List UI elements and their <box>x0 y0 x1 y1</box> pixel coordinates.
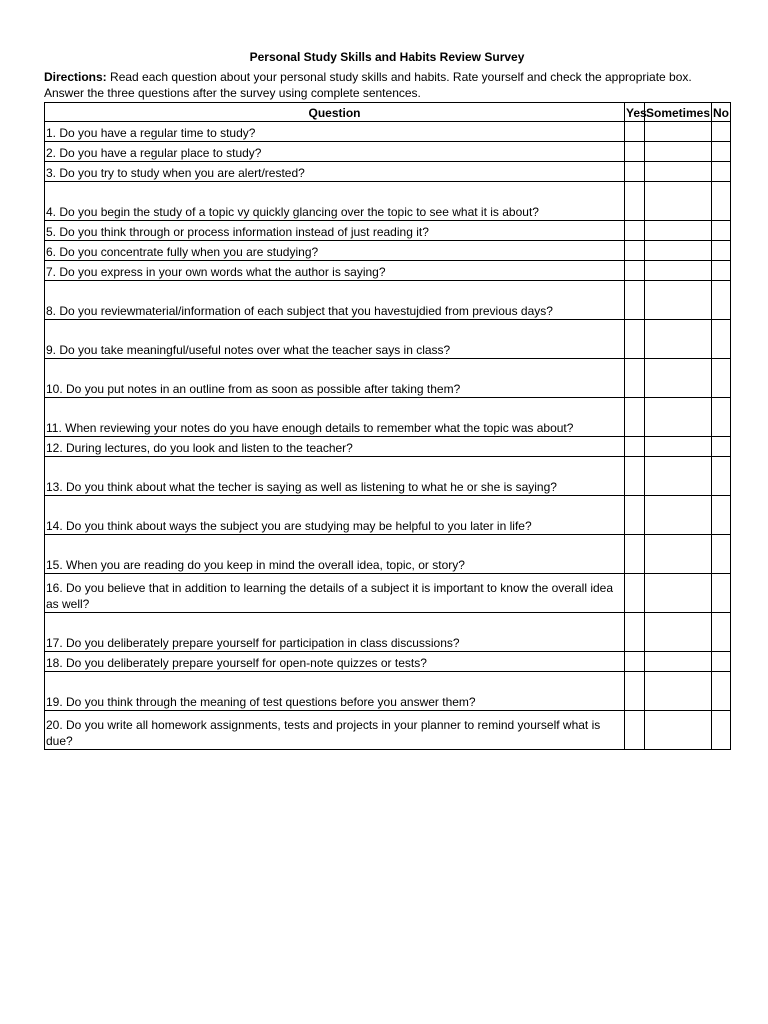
yes-cell-16[interactable] <box>625 574 645 613</box>
sometimes-cell-6[interactable] <box>645 241 712 261</box>
table-row <box>45 652 731 672</box>
header-yes: Yes <box>625 103 645 122</box>
table-row <box>45 613 731 652</box>
header-question: Question <box>45 103 625 122</box>
sometimes-cell-10[interactable] <box>645 359 712 398</box>
no-cell-12[interactable] <box>712 437 731 457</box>
question-4: 4. Do you begin the study of a topic vy quickly glancing over the topic to see what it is about? <box>45 182 625 221</box>
header-no: No <box>712 103 731 122</box>
sometimes-cell-13[interactable] <box>645 457 712 496</box>
no-cell-5[interactable] <box>712 221 731 241</box>
no-cell-8[interactable] <box>712 281 731 320</box>
no-cell-1[interactable] <box>712 122 731 142</box>
yes-cell-14[interactable] <box>625 496 645 535</box>
sometimes-cell-8[interactable] <box>645 281 712 320</box>
question-3: 3. Do you try to study when you are alert/rested? <box>45 162 625 182</box>
question-14: 14. Do you think about ways the subject you are studying may be helpful to you later in life? <box>45 496 625 535</box>
question-6: 6. Do you concentrate fully when you are studying? <box>45 241 625 261</box>
table-row <box>45 574 731 613</box>
yes-cell-15[interactable] <box>625 535 645 574</box>
table-row <box>45 221 731 241</box>
no-cell-15[interactable] <box>712 535 731 574</box>
no-cell-16[interactable] <box>712 574 731 613</box>
no-cell-2[interactable] <box>712 142 731 162</box>
table-row <box>45 182 731 221</box>
yes-cell-17[interactable] <box>625 613 645 652</box>
table-row <box>45 535 731 574</box>
no-cell-7[interactable] <box>712 261 731 281</box>
no-cell-18[interactable] <box>712 652 731 672</box>
table-row <box>45 457 731 496</box>
sometimes-cell-17[interactable] <box>645 613 712 652</box>
no-cell-20[interactable] <box>712 711 731 750</box>
no-cell-11[interactable] <box>712 398 731 437</box>
yes-cell-9[interactable] <box>625 320 645 359</box>
sometimes-cell-3[interactable] <box>645 162 712 182</box>
no-cell-10[interactable] <box>712 359 731 398</box>
page-title: Personal Study Skills and Habits Review Survey <box>249 50 525 64</box>
no-cell-13[interactable] <box>712 457 731 496</box>
table-row <box>45 320 731 359</box>
question-9: 9. Do you take meaningful/useful notes over what the teacher says in class? <box>45 320 625 359</box>
yes-cell-11[interactable] <box>625 398 645 437</box>
no-cell-6[interactable] <box>712 241 731 261</box>
sometimes-cell-18[interactable] <box>645 652 712 672</box>
sometimes-cell-16[interactable] <box>645 574 712 613</box>
question-8: 8. Do you reviewmaterial/information of each subject that you havestujdied from previous days? <box>45 281 625 320</box>
sometimes-cell-1[interactable] <box>645 122 712 142</box>
question-1: 1. Do you have a regular time to study? <box>45 122 625 142</box>
sometimes-cell-12[interactable] <box>645 437 712 457</box>
question-20: 20. Do you write all homework assignments, tests and projects in your planner to remind yourself what is due? <box>45 711 625 750</box>
table-row <box>45 261 731 281</box>
sometimes-cell-5[interactable] <box>645 221 712 241</box>
no-cell-3[interactable] <box>712 162 731 182</box>
table-row <box>45 122 731 142</box>
question-19: 19. Do you think through the meaning of test questions before you answer them? <box>45 672 625 711</box>
sometimes-cell-11[interactable] <box>645 398 712 437</box>
yes-cell-4[interactable] <box>625 182 645 221</box>
sometimes-cell-19[interactable] <box>645 672 712 711</box>
directions-line-1: Read each question about your personal study skills and habits. Rate yourself and check the appropriate box. <box>110 70 692 84</box>
directions-line-2: Answer the three questions after the survey using complete sentences. <box>44 86 421 100</box>
survey-page <box>44 48 730 750</box>
yes-cell-5[interactable] <box>625 221 645 241</box>
yes-cell-20[interactable] <box>625 711 645 750</box>
yes-cell-19[interactable] <box>625 672 645 711</box>
question-5: 5. Do you think through or process information instead of just reading it? <box>45 221 625 241</box>
table-row <box>45 162 731 182</box>
sometimes-cell-7[interactable] <box>645 261 712 281</box>
question-10: 10. Do you put notes in an outline from as soon as possible after taking them? <box>45 359 625 398</box>
no-cell-17[interactable] <box>712 613 731 652</box>
yes-cell-10[interactable] <box>625 359 645 398</box>
sometimes-cell-4[interactable] <box>645 182 712 221</box>
question-11: 11. When reviewing your notes do you have enough details to remember what the topic was about? <box>45 398 625 437</box>
yes-cell-12[interactable] <box>625 437 645 457</box>
question-2: 2. Do you have a regular place to study? <box>45 142 625 162</box>
question-15: 15. When you are reading do you keep in mind the overall idea, topic, or story? <box>45 535 625 574</box>
question-7: 7. Do you express in your own words what the author is saying? <box>45 261 625 281</box>
no-cell-9[interactable] <box>712 320 731 359</box>
table-row <box>45 672 731 711</box>
table-row <box>45 496 731 535</box>
yes-cell-18[interactable] <box>625 652 645 672</box>
table-row <box>45 437 731 457</box>
table-row <box>45 142 731 162</box>
no-cell-4[interactable] <box>712 182 731 221</box>
sometimes-cell-15[interactable] <box>645 535 712 574</box>
question-16: 16. Do you believe that in addition to learning the details of a subject it is important to know the overall idea as well? <box>45 574 625 613</box>
no-cell-19[interactable] <box>712 672 731 711</box>
yes-cell-6[interactable] <box>625 241 645 261</box>
sometimes-cell-9[interactable] <box>645 320 712 359</box>
directions <box>44 69 730 101</box>
sometimes-cell-20[interactable] <box>645 711 712 750</box>
yes-cell-13[interactable] <box>625 457 645 496</box>
no-cell-14[interactable] <box>712 496 731 535</box>
question-17: 17. Do you deliberately prepare yourself for participation in class discussions? <box>45 613 625 652</box>
yes-cell-8[interactable] <box>625 281 645 320</box>
directions-label: Directions: <box>44 70 107 84</box>
header-sometimes: Sometimes <box>645 103 712 122</box>
sometimes-cell-2[interactable] <box>645 142 712 162</box>
yes-cell-7[interactable] <box>625 261 645 281</box>
table-row <box>45 241 731 261</box>
table-row <box>45 281 731 320</box>
header-row <box>45 103 731 122</box>
yes-cell-2[interactable] <box>625 142 645 162</box>
table-row <box>45 359 731 398</box>
yes-cell-1[interactable] <box>625 122 645 142</box>
question-18: 18. Do you deliberately prepare yourself for open-note quizzes or tests? <box>45 652 625 672</box>
table-row <box>45 711 731 750</box>
yes-cell-3[interactable] <box>625 162 645 182</box>
question-12: 12. During lectures, do you look and listen to the teacher? <box>45 437 625 457</box>
question-13: 13. Do you think about what the techer is saying as well as listening to what he or she is saying? <box>45 457 625 496</box>
survey-table <box>44 102 731 750</box>
sometimes-cell-14[interactable] <box>645 496 712 535</box>
table-row <box>45 398 731 437</box>
